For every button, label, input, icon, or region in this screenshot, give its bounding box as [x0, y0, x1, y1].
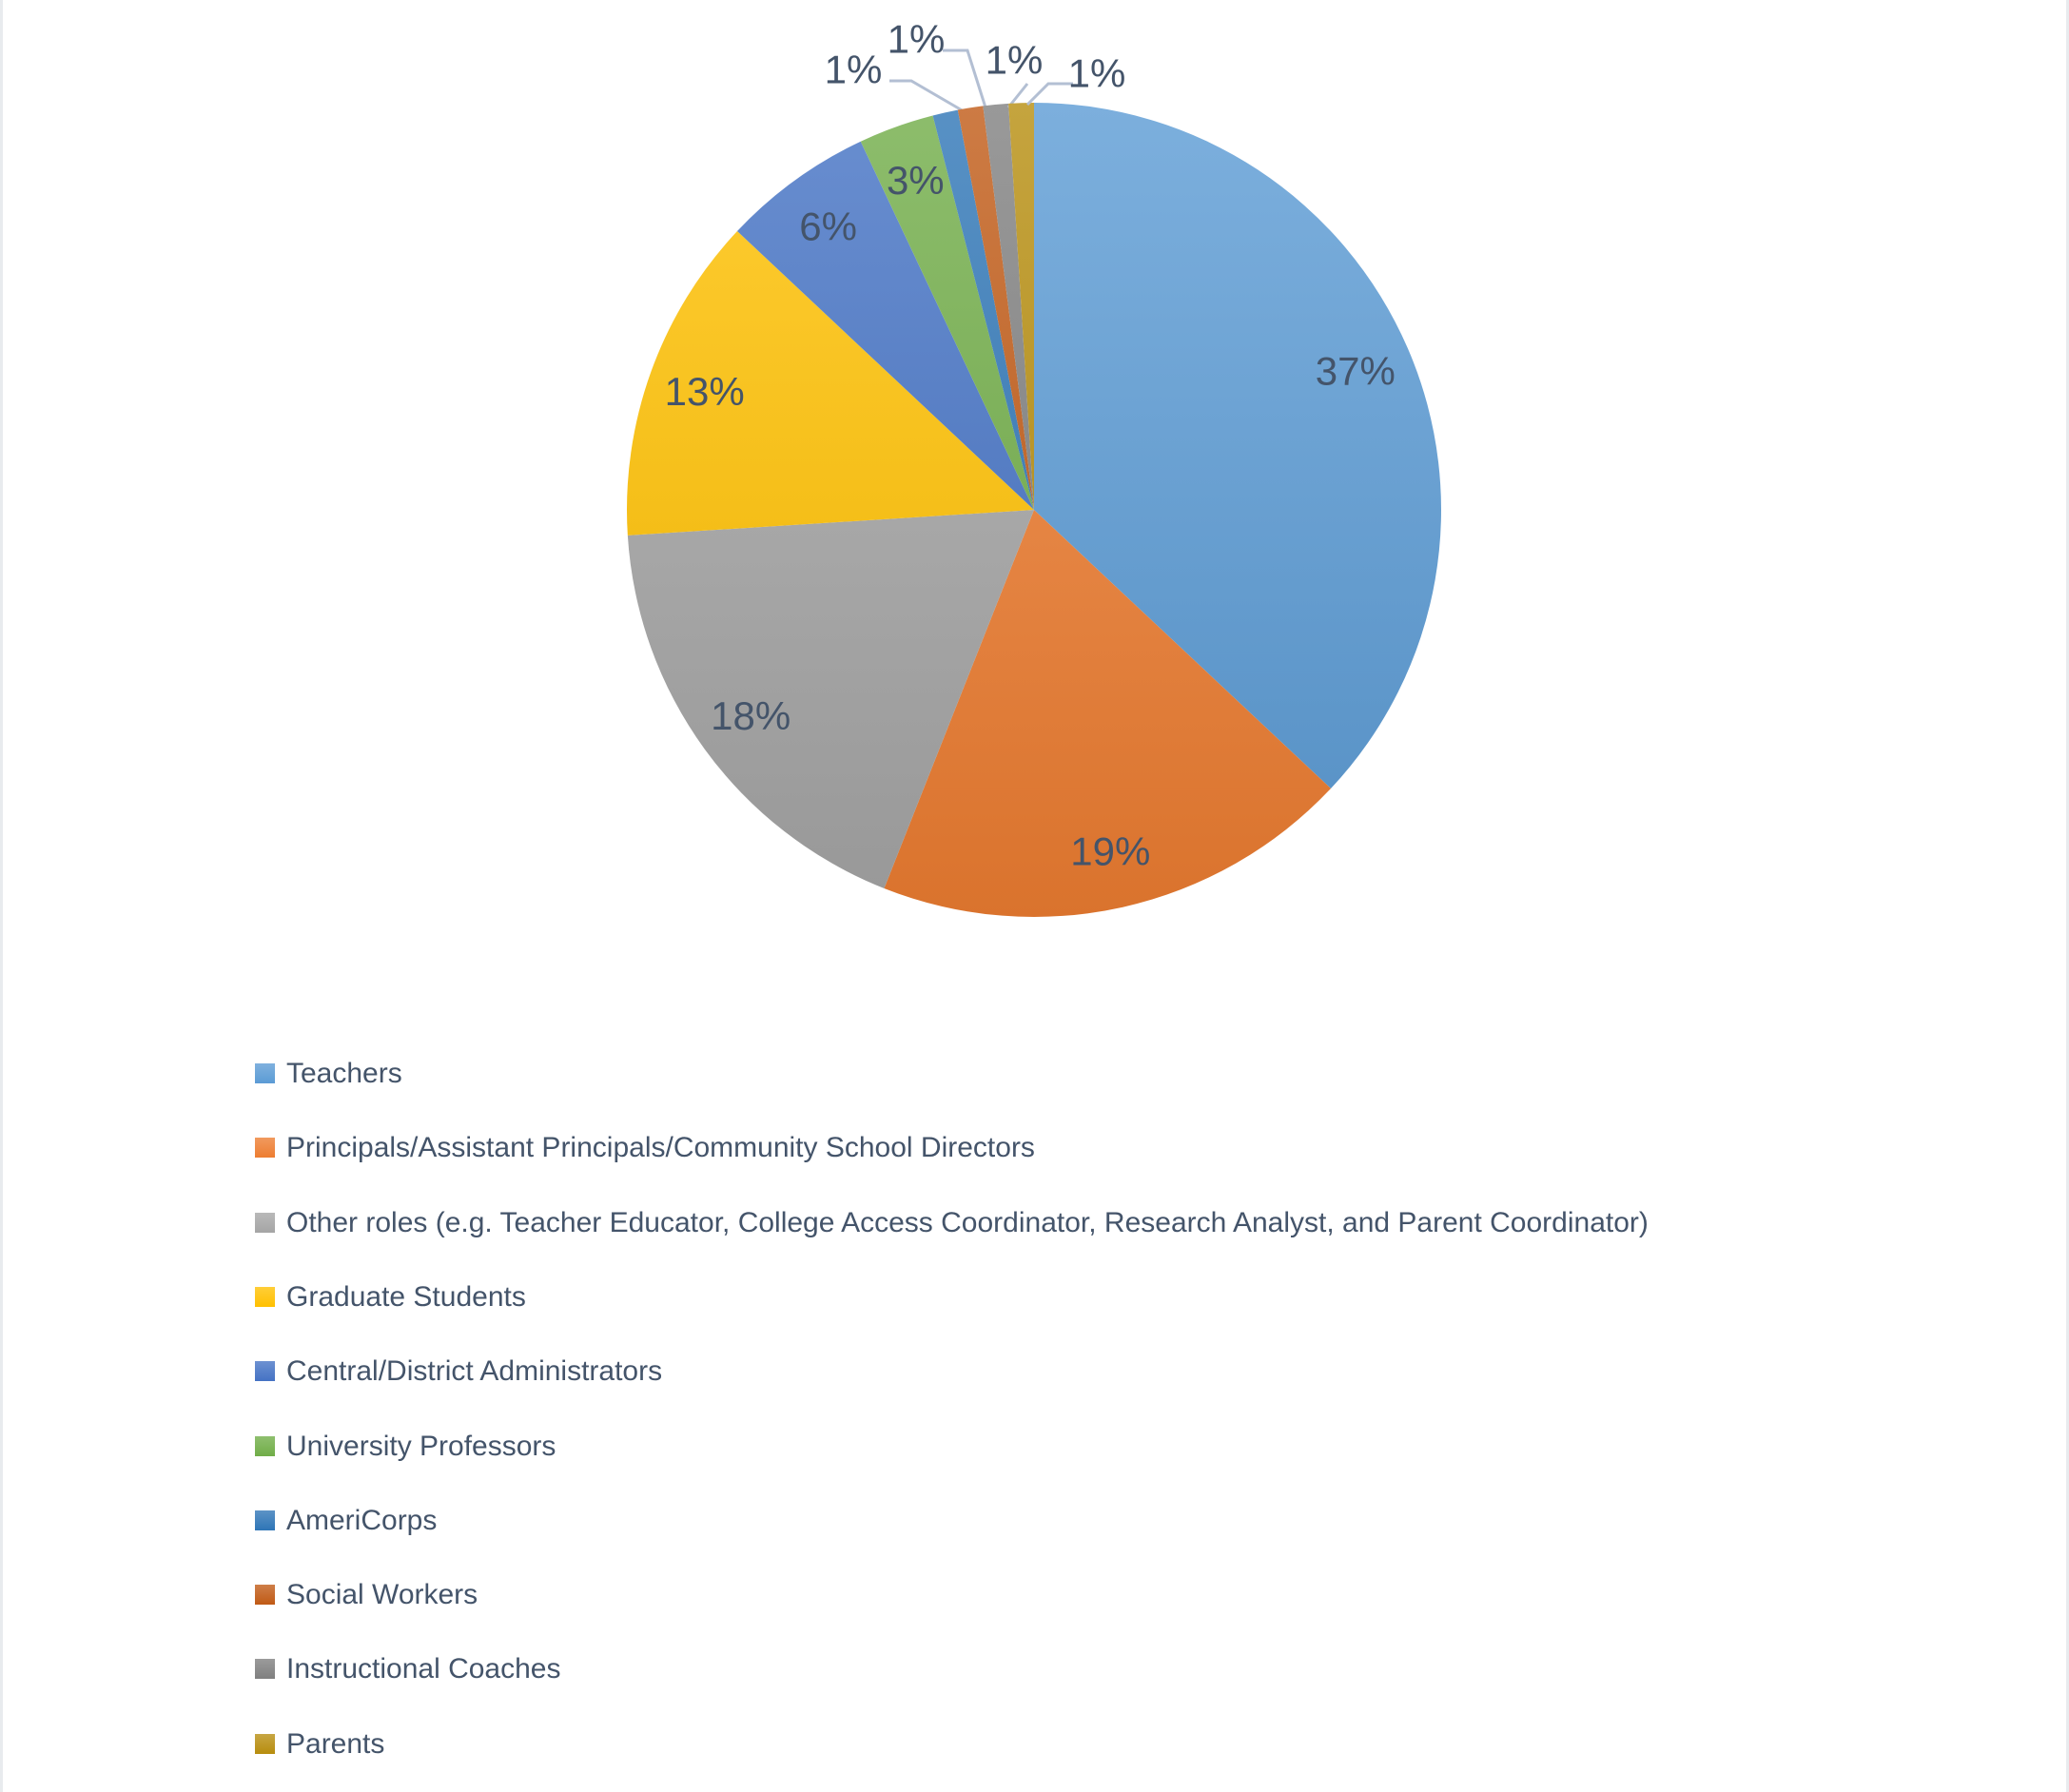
legend-swatch [255, 1213, 275, 1233]
legend-label: Central/District Administrators [286, 1355, 663, 1388]
legend-item [255, 1729, 384, 1760]
slice-percent-label: 6% [799, 204, 857, 249]
slice-percent-label: 13% [664, 368, 745, 414]
legend-label: Social Workers [286, 1579, 478, 1611]
legend-swatch [255, 1361, 275, 1381]
legend-item [255, 1654, 561, 1685]
slice-percent-label: 18% [711, 692, 791, 738]
legend-label: Graduate Students [286, 1280, 526, 1313]
legend-item [255, 1506, 437, 1536]
legend-item [255, 1356, 662, 1387]
legend-item [255, 1059, 402, 1089]
legend-label: Teachers [286, 1058, 402, 1089]
legend-swatch [255, 1436, 275, 1456]
legend-item [255, 1208, 1649, 1238]
legend-swatch [255, 1659, 275, 1679]
legend-item [255, 1432, 556, 1462]
legend-label: Other roles (e.g. Teacher Educator, College Access Coordinator, Research Analyst, and Parent Coordinator) [286, 1206, 1649, 1238]
legend-item [255, 1580, 478, 1610]
slice-percent-label: 19% [1070, 828, 1151, 874]
slice-percent-label: 1% [824, 47, 883, 92]
slice-percent-label: 1% [985, 37, 1044, 83]
legend-swatch [255, 1063, 275, 1083]
legend-swatch [255, 1287, 275, 1307]
slice-percent-label: 1% [887, 16, 946, 62]
legend-swatch [255, 1734, 275, 1754]
legend-swatch [255, 1585, 275, 1605]
legend-label: Parents [286, 1727, 385, 1760]
slice-percent-label: 37% [1315, 348, 1396, 394]
slice-percent-label: 3% [886, 158, 945, 204]
legend-item [255, 1133, 1035, 1163]
legend-label: Principals/Assistant Principals/Community School Directors [286, 1132, 1035, 1164]
legend-swatch [255, 1138, 275, 1158]
slice-percent-label: 1% [1067, 50, 1126, 96]
legend-label: AmeriCorps [286, 1504, 438, 1536]
legend-label: University Professors [286, 1430, 556, 1462]
legend-item [255, 1282, 526, 1313]
legend-label: Instructional Coaches [286, 1653, 561, 1685]
legend-swatch [255, 1510, 275, 1530]
